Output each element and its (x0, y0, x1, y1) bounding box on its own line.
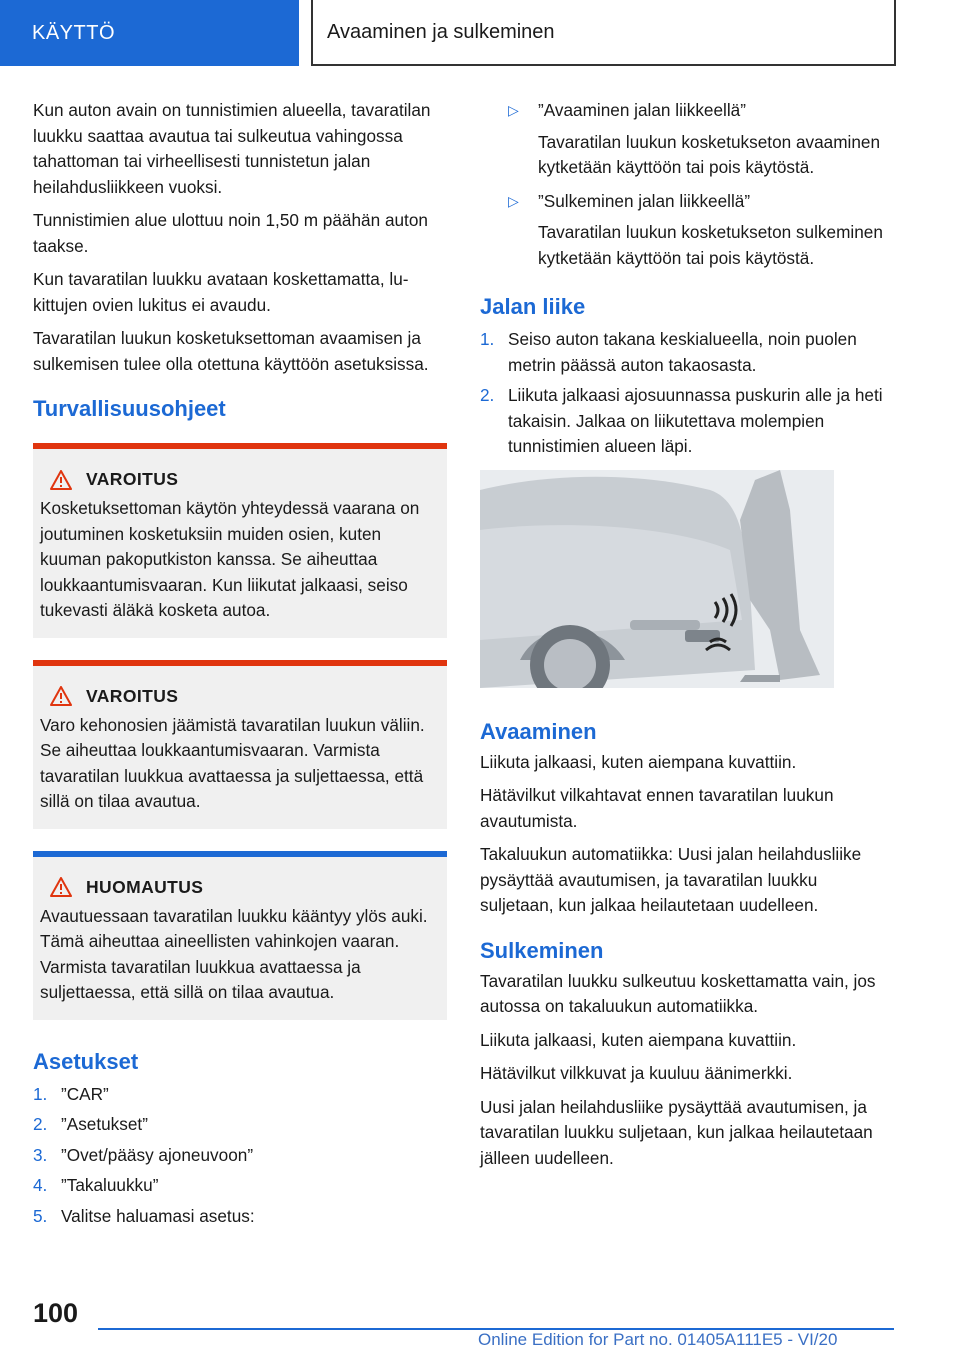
triangle-bullet-icon: ▷ (508, 192, 519, 209)
list-item: 2. Liikuta jalkaasi ajosuunnassa puskurin alle ja heti takaisin. Jalkaa on liikutettava molempien tunnistimien alueen läpi. (480, 385, 883, 456)
option-item: ▷ ”Avaaminen jalan liikkeellä” (480, 98, 894, 124)
intro-paragraph: Tavaratilan luukun kosketuksettoman avaamisen ja sulkemisen tulee olla otettuna käyttöön asetuksissa. (33, 328, 429, 374)
warning-box (33, 660, 447, 829)
warning-title: VAROITUS (86, 685, 179, 706)
notice-title: HUOMAUTUS (86, 876, 204, 897)
closing-heading: Sulkeminen (480, 937, 604, 963)
opening-paragraph: Liikuta jalkaasi, kuten aiempana kuvattiin. (480, 751, 797, 772)
closing-paragraph: Hätävilkut vilkkuvat ja kuuluu äänimerkki. (480, 1063, 793, 1083)
safety-heading: Turvallisuusohjeet (33, 396, 226, 421)
intro-paragraph: Tunnistimien alue ulottuu noin 1,50 m päähän auton taakse. (33, 210, 428, 256)
list-item: 2. ”Asetukset” (33, 1114, 148, 1134)
notice-box (33, 851, 447, 1020)
notice-triangle-icon (50, 877, 72, 897)
closing-paragraph: Tavaratilan luukku sulkeutuu koskettamatta vain, jos autossa on takaluukun automatiikka. (480, 970, 876, 1016)
intro-paragraph: Kun auton avain on tunnistimien alueella, tavaratilan luukku saattaa avautua tai sulkeutua vahingossa tahattoman tai virheellisesti tunnistetun jalan heilahdusliikkeen vuoksi. (33, 100, 431, 197)
closing-paragraph: Uusi jalan heilahdusliike pysäyttää avautumisen, ja tavaratilan luukku suljetaan, kun jalkaa heilautetaan jälleen uudelleen. (480, 1096, 873, 1168)
opening-paragraph: Takaluukun automatiikka: Uusi jalan heilahdusliike pysäyttää avautumisen, ja tavaratilan luukku suljetaan, kun jalkaa heilautetaan uudelleen. (480, 844, 862, 915)
chapter-tab (0, 0, 299, 66)
settings-heading: Asetukset (33, 1048, 139, 1074)
option-description: Tavaratilan luukun kosketukseton sulkeminen kytketään käyttöön tai pois käytöstä. (538, 222, 883, 268)
settings-steps (33, 1082, 447, 1230)
chapter-title: KÄYTTÖ (32, 21, 116, 44)
page-number: 100 (33, 1298, 79, 1328)
list-item: 5. Valitse haluamasi asetus: (33, 1205, 255, 1226)
notice-text: Avautuessaan tavaratilan luukku kääntyy ylös auki. Tämä aiheuttaa aineellisten vahinkojen vaaran. Varmista tavaratilan luukkua avattaessa ja suljettaessa, että sillä on tilaa avautua. (40, 905, 428, 1002)
closing-paragraph: Liikuta jalkaasi, kuten aiempana kuvattiin. (480, 1029, 797, 1050)
option-description: Tavaratilan luukun kosketukseton avaaminen kytketään käyttöön tai pois käytöstä. (538, 131, 881, 177)
right-column (480, 98, 894, 1179)
triangle-bullet-icon: ▷ (508, 102, 519, 118)
warning-triangle-icon (50, 686, 72, 706)
warning-title: VAROITUS (86, 469, 179, 489)
foot-movement-heading: Jalan liike (480, 294, 586, 319)
warning-triangle-icon (50, 470, 72, 490)
warning-text: Varo kehonosien jäämistä tavaratilan luukun väliin. Se aiheuttaa loukkaantumisvaaran. Varmista tavaratilan luukkua avattaessa ja suljettaessa, että sillä on tilaa avautua. (40, 714, 425, 811)
section-tab (311, 0, 896, 66)
warning-text: Kosketuksettoman käytön yhteydessä vaarana on joutuminen kosketuksiin muiden osien, kuten kuuman pakoputkiston kanssa. Se aiheuttaa loukkaantumisvaaran. Kun liikutat jalkaasi, seiso tukevasti äläkä kosketa autoa. (40, 498, 420, 620)
opening-paragraph: Hätävilkut vilkahtavat ennen tavaratilan luukun avautumista. (480, 785, 834, 831)
warning-box (33, 443, 447, 638)
opening-heading: Avaaminen (480, 718, 597, 744)
list-item: 4. ”Takaluukku” (33, 1175, 159, 1195)
list-item: 3. ”Ovet/pääsy ajoneuvoon” (33, 1144, 254, 1165)
edition-footer: Online Edition for Part no. 01405A111E5 - VI/20 (478, 1330, 838, 1349)
list-item: 1. Seiso auton takana keskialueella, noin puolen metrin päässä auton takaosasta. (480, 329, 857, 375)
list-item: 1. ”CAR” (33, 1083, 109, 1104)
left-column (33, 98, 447, 1239)
foot-steps (480, 327, 894, 460)
section-title: Avaaminen ja sulkeminen (327, 20, 555, 43)
foot-gesture-illustration (480, 470, 834, 688)
intro-paragraph: Kun tavaratilan luukku avataan koskettamatta, lukittujen ovien lukitus ei avaudu. (33, 269, 409, 315)
option-item: ▷ ”Sulkeminen jalan liikkeellä” (480, 189, 894, 215)
